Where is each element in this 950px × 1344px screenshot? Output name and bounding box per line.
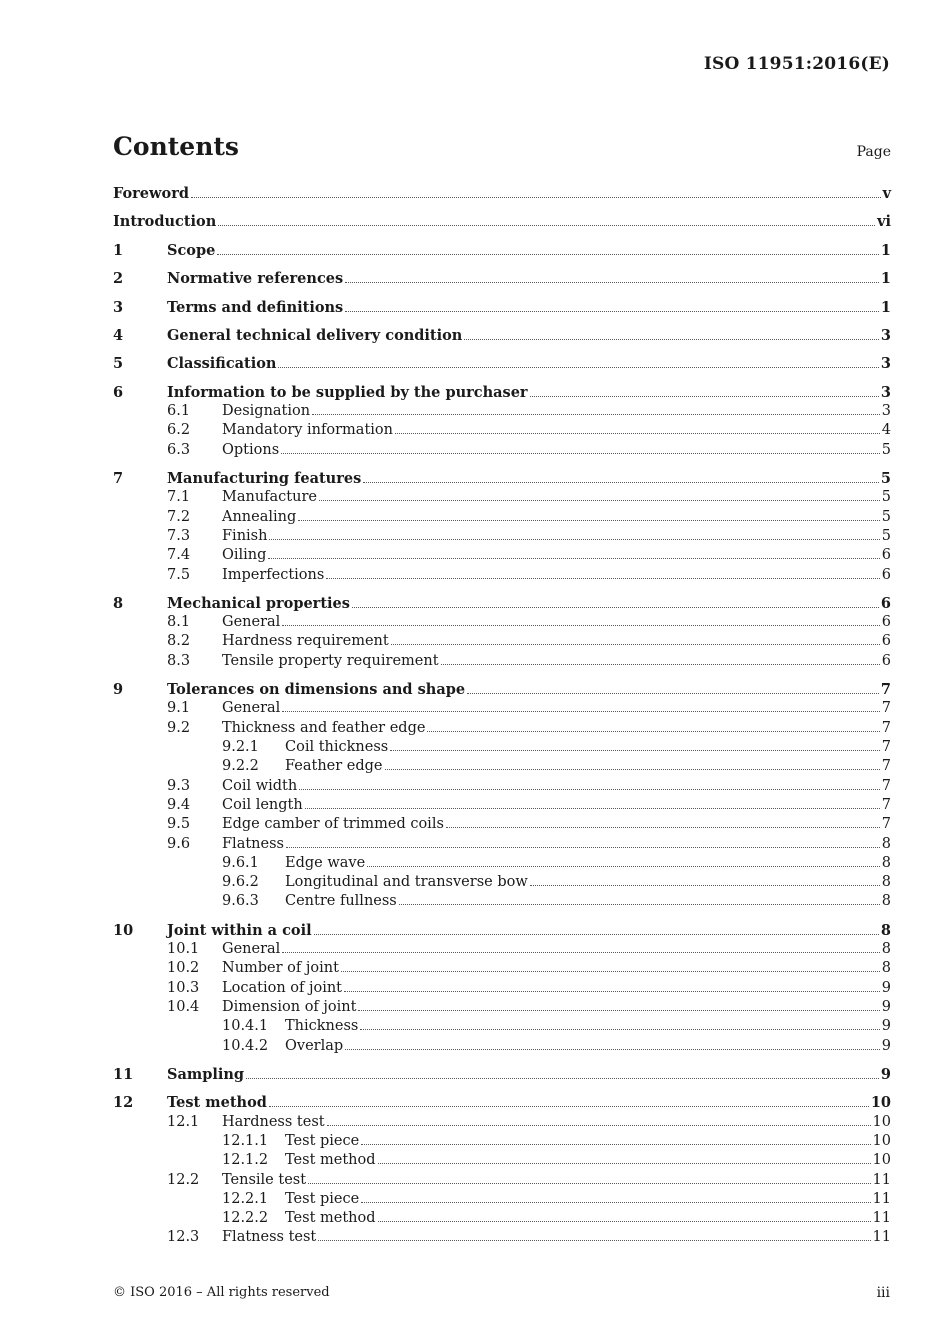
toc-entry[interactable] — [113, 681, 891, 700]
toc-entry-title: Number of joint — [222, 960, 339, 977]
toc-entry-title: Thickness and feather edge — [222, 719, 426, 736]
toc-entry-page: 5 — [880, 470, 891, 488]
dot-leader — [345, 282, 879, 283]
dot-leader — [345, 311, 879, 312]
toc-entry-page: 9 — [880, 1066, 891, 1083]
toc-entry-title: Test method — [167, 1094, 267, 1112]
toc-entry-page: 6 — [881, 633, 891, 650]
dot-leader — [319, 500, 880, 501]
toc-entry-page: 7 — [881, 700, 891, 717]
toc-entry[interactable] — [113, 242, 891, 261]
toc-entry-number: 12.1.2 — [222, 1152, 269, 1169]
toc-entry-page: 7 — [881, 739, 891, 756]
toc-entry-page: 7 — [881, 777, 891, 794]
toc-entry-title: Mandatory information — [222, 422, 393, 439]
toc-entry-title: Feather edge — [285, 758, 383, 775]
dot-leader — [298, 520, 879, 521]
toc-entry-page: 7 — [881, 758, 891, 775]
toc-entry-page: 5 — [881, 441, 891, 458]
toc-entry-number: 9.6.2 — [222, 874, 259, 891]
toc-entry[interactable] — [113, 489, 891, 508]
toc-entry-number: 8.3 — [167, 652, 191, 669]
toc-entry[interactable] — [113, 633, 891, 652]
toc-entry-number: 2 — [113, 270, 124, 288]
toc-entry-page: 10 — [872, 1113, 891, 1130]
toc-entry-title: Hardness requirement — [222, 633, 389, 650]
toc-entry-page: 8 — [881, 960, 891, 977]
toc-entry-title: Flatness — [222, 835, 284, 852]
toc-entry-title: Tolerances on dimensions and shape — [167, 681, 466, 699]
dot-leader — [308, 1183, 870, 1184]
toc-entry-title: Test piece — [285, 1132, 360, 1149]
toc-entry-number: 4 — [113, 326, 124, 344]
toc-entry[interactable] — [113, 1094, 891, 1113]
toc-entry-number: 9.6.1 — [222, 854, 259, 871]
toc-entry-title: General technical delivery condition — [167, 326, 463, 344]
toc-entry-page: 9 — [881, 999, 891, 1016]
toc-entry-number: 12.2.2 — [222, 1210, 269, 1227]
toc-entry[interactable] — [113, 941, 891, 960]
toc-entry[interactable] — [113, 299, 891, 318]
toc-entry[interactable] — [113, 874, 891, 893]
toc-entry-page: 3 — [881, 403, 891, 420]
toc-entry[interactable] — [113, 1133, 891, 1152]
toc-entry-title: Imperfections — [222, 566, 325, 583]
toc-entry-title: Terms and definitions — [167, 298, 344, 316]
dot-leader — [363, 482, 879, 483]
dot-leader — [345, 1049, 880, 1050]
toc-entry[interactable] — [113, 758, 891, 777]
toc-entry-title: Edge wave — [285, 854, 366, 871]
toc-entry[interactable] — [113, 1152, 891, 1171]
toc-entry-title: Foreword — [113, 185, 189, 202]
toc-entry[interactable] — [113, 1018, 891, 1037]
toc-entry[interactable] — [113, 422, 891, 441]
toc-entry-page: 6 — [881, 652, 891, 669]
toc-entry-number: 9.2.1 — [222, 739, 259, 756]
dot-leader — [318, 1240, 870, 1241]
toc-entry-number: 8 — [113, 594, 124, 612]
toc-entry-number: 6.2 — [167, 422, 191, 439]
toc-entry-page: 6 — [881, 547, 891, 564]
table-of-contents — [113, 185, 891, 1249]
toc-entry-number: 9.2.2 — [222, 758, 259, 775]
toc-entry-number: 6.1 — [167, 403, 191, 420]
dot-leader — [344, 991, 880, 992]
toc-entry-page: 6 — [881, 566, 891, 583]
toc-entry-title: Centre fullness — [285, 893, 397, 910]
dot-leader — [305, 808, 880, 809]
toc-entry[interactable] — [113, 595, 891, 614]
toc-entry-page: 7 — [881, 719, 891, 736]
toc-entry[interactable] — [113, 922, 891, 941]
dot-leader — [282, 711, 879, 712]
toc-entry[interactable] — [113, 1172, 891, 1191]
dot-leader — [395, 433, 880, 434]
toc-entry[interactable] — [113, 893, 891, 912]
dot-leader — [268, 558, 879, 559]
toc-entry-number: 12.1.1 — [222, 1132, 269, 1149]
toc-entry[interactable] — [113, 653, 891, 672]
toc-entry-number: 3 — [113, 298, 124, 316]
toc-entry-number: 1 — [113, 241, 124, 259]
toc-entry-number: 9.6 — [167, 835, 191, 852]
toc-entry-page: 7 — [881, 796, 891, 813]
page-number: iii — [876, 1285, 890, 1301]
toc-entry[interactable] — [113, 327, 891, 346]
toc-entry-title: Oiling — [222, 547, 267, 564]
toc-entry-page: 6 — [880, 594, 891, 612]
dot-leader — [360, 1029, 879, 1030]
toc-entry[interactable] — [113, 528, 891, 547]
toc-entry-page: 5 — [881, 508, 891, 525]
toc-entry-title: Information to be supplied by the purchaser — [167, 383, 528, 401]
dot-leader — [378, 1221, 871, 1222]
toc-entry-page: 3 — [880, 326, 891, 344]
toc-entry-title: Longitudinal and transverse bow — [285, 874, 528, 891]
toc-entry-title: Overlap — [285, 1037, 344, 1054]
toc-entry-title: Thickness — [285, 1018, 359, 1035]
dot-leader — [314, 934, 879, 935]
toc-entry-page: 10 — [872, 1132, 891, 1149]
toc-entry-title: Coil width — [222, 777, 298, 794]
toc-entry[interactable] — [113, 960, 891, 979]
toc-entry-title: Dimension of joint — [222, 999, 357, 1016]
toc-entry-number: 12 — [113, 1094, 134, 1112]
toc-entry-title: Joint within a coil — [167, 921, 312, 939]
toc-entry-title: Location of joint — [222, 979, 343, 996]
toc-entry[interactable] — [113, 185, 891, 204]
toc-entry-title: Test piece — [285, 1190, 360, 1207]
toc-entry[interactable] — [113, 999, 891, 1018]
toc-entry[interactable] — [113, 213, 891, 232]
dot-leader — [218, 225, 875, 226]
toc-entry-number: 9.3 — [167, 777, 191, 794]
toc-entry-title: Tensile test — [222, 1171, 307, 1188]
copyright-notice: © ISO 2016 – All rights reserved — [113, 1285, 330, 1300]
toc-entry-title: Flatness test — [222, 1229, 317, 1246]
toc-entry-number: 9.1 — [167, 700, 191, 717]
toc-entry-number: 7.1 — [167, 489, 191, 506]
toc-entry-title: Tensile property requirement — [222, 652, 439, 669]
dot-leader — [530, 885, 880, 886]
dot-leader — [341, 971, 880, 972]
dot-leader — [378, 1163, 871, 1164]
toc-entry-title: General — [222, 941, 281, 958]
toc-entry-title: Finish — [222, 527, 268, 544]
toc-entry-title: Hardness test — [222, 1113, 325, 1130]
toc-entry-page: 11 — [872, 1171, 891, 1188]
toc-entry-title: Sampling — [167, 1066, 245, 1083]
dot-leader — [246, 1078, 879, 1079]
toc-entry-page: 11 — [872, 1229, 891, 1246]
toc-entry-number: 6.3 — [167, 441, 191, 458]
toc-entry[interactable] — [113, 816, 891, 835]
dot-leader — [441, 664, 880, 665]
toc-entry-page: 9 — [881, 979, 891, 996]
toc-entry[interactable] — [113, 1210, 891, 1229]
dot-leader — [269, 539, 879, 540]
dot-leader — [286, 847, 880, 848]
toc-entry-page: 9 — [881, 1018, 891, 1035]
dot-leader — [269, 1106, 869, 1107]
toc-entry[interactable] — [113, 1038, 891, 1057]
toc-entry[interactable] — [113, 384, 891, 403]
dot-leader — [281, 453, 880, 454]
toc-entry-number: 7.2 — [167, 508, 191, 525]
dot-leader — [464, 339, 879, 340]
dot-leader — [390, 750, 880, 751]
toc-entry-page: 8 — [881, 874, 891, 891]
toc-entry-number: 12.1 — [167, 1113, 200, 1130]
toc-entry-page: 7 — [880, 681, 891, 699]
toc-entry-page: 1 — [880, 298, 891, 316]
toc-entry[interactable] — [113, 1191, 891, 1210]
toc-entry-page: 11 — [872, 1210, 891, 1227]
toc-entry-page: 8 — [881, 835, 891, 852]
toc-entry-number: 12.3 — [167, 1229, 200, 1246]
dot-leader — [361, 1144, 870, 1145]
toc-entry-page: 5 — [881, 527, 891, 544]
dot-leader — [326, 578, 879, 579]
dot-leader — [530, 396, 879, 397]
toc-title: Contents — [113, 132, 240, 161]
toc-entry[interactable] — [113, 980, 891, 999]
toc-entry[interactable] — [113, 1114, 891, 1133]
toc-entry-page: 1 — [880, 241, 891, 259]
document-id: ISO 11951:2016(E) — [703, 54, 890, 74]
toc-entry-page: 8 — [881, 893, 891, 910]
toc-entry-page: 10 — [872, 1152, 891, 1169]
toc-entry[interactable] — [113, 797, 891, 816]
toc-entry-title: Normative references — [167, 270, 344, 288]
toc-entry-number: 6 — [113, 383, 124, 401]
toc-entry-page: 3 — [880, 355, 891, 373]
toc-entry-title: General — [222, 614, 281, 631]
dot-leader — [385, 769, 880, 770]
toc-entry-page: vi — [877, 213, 891, 231]
toc-entry-number: 10.4.1 — [222, 1018, 269, 1035]
dot-leader — [282, 625, 879, 626]
toc-entry-number: 8.1 — [167, 614, 191, 631]
toc-entry-title: Classification — [167, 355, 277, 373]
toc-entry[interactable] — [113, 547, 891, 566]
toc-entry-page: 6 — [881, 614, 891, 631]
toc-entry-number: 10.3 — [167, 979, 200, 996]
toc-entry-page: 8 — [881, 941, 891, 958]
toc-entry-number: 9.2 — [167, 719, 191, 736]
dot-leader — [312, 414, 880, 415]
toc-entry-title: Introduction — [113, 213, 217, 231]
toc-entry[interactable] — [113, 270, 891, 289]
toc-entry[interactable] — [113, 442, 891, 461]
toc-entry-number: 9 — [113, 681, 124, 699]
toc-entry-page: 8 — [881, 854, 891, 871]
toc-entry[interactable] — [113, 720, 891, 739]
dot-leader — [282, 952, 879, 953]
dot-leader — [446, 827, 880, 828]
toc-entry[interactable] — [113, 567, 891, 586]
toc-entry-page: 8 — [880, 921, 891, 939]
dot-leader — [467, 693, 879, 694]
toc-entry-title: Coil thickness — [285, 739, 389, 756]
dot-leader — [361, 1202, 870, 1203]
dot-leader — [217, 254, 879, 255]
dot-leader — [358, 1010, 879, 1011]
toc-entry-page: 9 — [881, 1037, 891, 1054]
toc-entry-number: 5 — [113, 355, 124, 373]
toc-entry[interactable] — [113, 509, 891, 528]
toc-entry-number: 11 — [113, 1066, 134, 1083]
toc-entry[interactable] — [113, 1066, 891, 1085]
toc-entry-number: 9.6.3 — [222, 893, 259, 910]
toc-entry-title: Coil length — [222, 796, 303, 813]
toc-entry-page: 5 — [881, 489, 891, 506]
toc-entry-number: 10.2 — [167, 960, 200, 977]
toc-entry-page: 11 — [872, 1190, 891, 1207]
page-column-label: Page — [856, 144, 891, 160]
dot-leader — [278, 367, 878, 368]
toc-entry-page: 4 — [881, 422, 891, 439]
toc-entry[interactable] — [113, 614, 891, 633]
toc-entry-title: Test method — [285, 1152, 376, 1169]
toc-entry-number: 10.4.2 — [222, 1037, 269, 1054]
dot-leader — [299, 789, 880, 790]
toc-entry-title: Manufacturing features — [167, 470, 362, 488]
dot-leader — [191, 197, 881, 198]
toc-entry-number: 9.4 — [167, 796, 191, 813]
toc-entry-page: v — [882, 185, 891, 202]
toc-entry[interactable] — [113, 836, 891, 855]
toc-entry[interactable] — [113, 739, 891, 758]
toc-entry-number: 10.4 — [167, 999, 200, 1016]
toc-entry-number: 10 — [113, 921, 134, 939]
dot-leader — [391, 644, 880, 645]
toc-entry-number: 7.4 — [167, 547, 191, 564]
toc-entry-title: Scope — [167, 241, 216, 259]
toc-entry-title: Annealing — [222, 508, 297, 525]
toc-entry-number: 7 — [113, 470, 124, 488]
toc-entry-title: Manufacture — [222, 489, 317, 506]
toc-entry[interactable] — [113, 403, 891, 422]
toc-entry-page: 3 — [880, 383, 891, 401]
toc-entry[interactable] — [113, 855, 891, 874]
toc-entry-number: 7.5 — [167, 566, 191, 583]
toc-entry-title: Mechanical properties — [167, 594, 350, 612]
dot-leader — [427, 731, 879, 732]
toc-entry-number: 12.2.1 — [222, 1190, 269, 1207]
toc-entry-title: Edge camber of trimmed coils — [222, 816, 444, 833]
toc-header — [113, 132, 891, 172]
dot-leader — [352, 607, 879, 608]
toc-entry[interactable] — [113, 1229, 891, 1248]
toc-entry-page: 10 — [870, 1094, 891, 1112]
dot-leader — [327, 1125, 871, 1126]
dot-leader — [367, 866, 880, 867]
toc-entry-number: 12.2 — [167, 1171, 200, 1188]
toc-entry[interactable] — [113, 355, 891, 374]
toc-entry[interactable] — [113, 470, 891, 489]
toc-entry-number: 7.3 — [167, 527, 191, 544]
toc-entry-title: Options — [222, 441, 280, 458]
dot-leader — [399, 904, 880, 905]
toc-entry[interactable] — [113, 700, 891, 719]
toc-entry-title: Test method — [285, 1210, 376, 1227]
toc-entry-number: 9.5 — [167, 816, 191, 833]
toc-entry-title: General — [222, 700, 281, 717]
toc-entry-page: 1 — [880, 270, 891, 288]
toc-entry-number: 8.2 — [167, 633, 191, 650]
toc-entry-number: 10.1 — [167, 941, 200, 958]
toc-entry-title: Designation — [222, 403, 311, 420]
toc-entry[interactable] — [113, 778, 891, 797]
toc-entry-page: 7 — [881, 816, 891, 833]
